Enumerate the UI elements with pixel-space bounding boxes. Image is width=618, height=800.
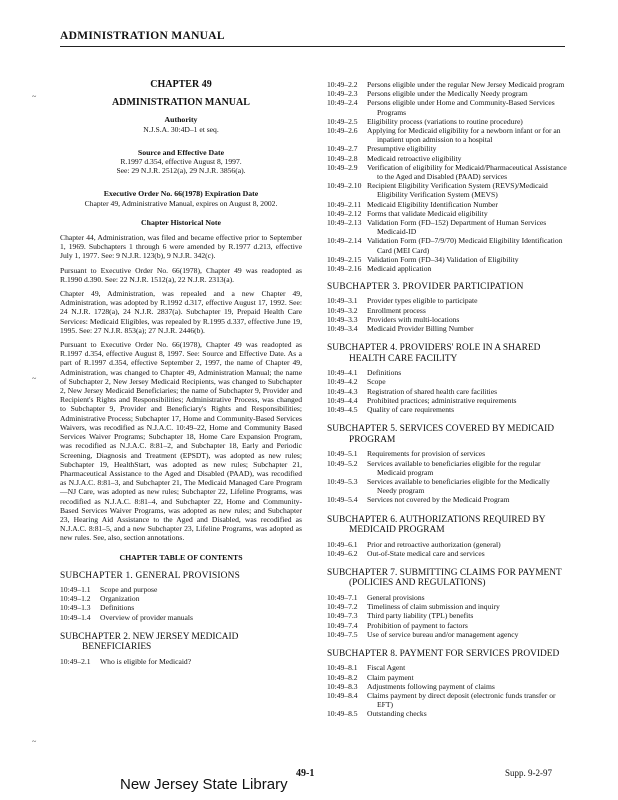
subchapter-3-heading: SUBCHAPTER 3. PROVIDER PARTICIPATION: [327, 282, 524, 293]
toc-entry: 10:49–2.9 Verification of eligibility for Medicaid/Pharmaceutical Assistance to the Aged and Disabled (PAAD) services: [327, 162, 567, 182]
subchapter-5-heading: SUBCHAPTER 5. SERVICES COVERED BY MEDICAID PROGRAM: [327, 424, 555, 445]
source-line-1: R.1997 d.354, effective August 8, 1997.: [120, 157, 242, 167]
toc-entry: 10:49–1.2 Organization: [60, 594, 140, 604]
eo-text: Chapter 49, Administrative Manual, expires on August 8, 2002.: [84, 198, 278, 208]
subchapter-2-continued: [327, 80, 567, 273]
toc-entry: 10:49–2.11 Medicaid Eligibility Identification Number: [327, 199, 498, 209]
subchapter-8-heading: SUBCHAPTER 8. PAYMENT FOR SERVICES PROVIDED: [327, 648, 560, 659]
toc-entry: 10:49–8.3 Adjustments following payment of claims: [327, 681, 495, 691]
toc-entry: 10:49–4.5 Quality of care requirements: [327, 405, 455, 415]
toc-entry: 10:49–1.1 Scope and purpose: [60, 584, 158, 594]
source-line-2: See: 29 N.J.R. 2512(a), 29 N.J.R. 3856(a).: [116, 166, 246, 176]
toc-entry: 10:49–2.3 Persons eligible under the Medically Needy program: [327, 89, 528, 99]
toc-entry: 10:49–1.3 Definitions: [60, 603, 135, 613]
toc-entry: 10:49–2.16 Medicaid application: [327, 264, 432, 274]
toc-entry: 10:49–5.1 Requirements for provision of services: [327, 449, 486, 459]
toc-entry: 10:49–2.5 Eligibility process (variations to routine procedure): [327, 116, 523, 126]
toc-entry: 10:49–8.5 Outstanding checks: [327, 709, 427, 719]
toc-entry: 10:49–2.10 Recipient Eligibility Verification System (REVS)/Medicaid Eligibility Verification System (MEVS): [327, 181, 548, 200]
toc-entry: 10:49–8.4 Claims payment by direct deposit (electronic funds transfer or EFT): [327, 691, 556, 710]
subchapter-1-heading: SUBCHAPTER 1. GENERAL PROVISIONS: [60, 570, 241, 581]
toc-entry: 10:49–3.1 Provider types eligible to participate: [327, 296, 478, 306]
source-heading: Source and Effective Date: [137, 147, 225, 157]
history-heading: Chapter Historical Note: [141, 217, 221, 227]
margin-mark: ~: [32, 737, 37, 746]
chapter-number: CHAPTER 49: [150, 79, 212, 90]
header-rule: [60, 46, 565, 47]
toc-entry: 10:49–4.2 Scope: [327, 377, 386, 387]
history-paragraph: Pursuant to Executive Order No. 66(1978), Chapter 49 was readopted as R.1990 d.390. See: 22 N.J.R. 1512(a), 22 N.J.R. 2313(a).: [60, 265, 302, 284]
subchapter-1-list: [60, 585, 302, 622]
chapter-title: ADMINISTRATION MANUAL: [112, 97, 250, 109]
authority-text: N.J.S.A. 30:4D–1 et seq.: [143, 124, 219, 134]
toc-entry: 10:49–2.12 Forms that validate Medicaid eligibility: [327, 208, 488, 218]
toc-entry: 10:49–7.3 Third party liability (TPL) benefits: [327, 611, 474, 621]
toc-entry: 10:49–8.2 Claim payment: [327, 672, 414, 682]
toc-entry: 10:49–2.8 Medicaid retroactive eligibility: [327, 153, 462, 163]
running-header: ADMINISTRATION MANUAL: [60, 30, 225, 42]
toc-entry: 10:49–3.2 Enrollment process: [327, 305, 426, 315]
toc-entry: 10:49–7.4 Prohibition of payment to factors: [327, 620, 468, 630]
history-paragraph: Pursuant to Executive Order No. 66(1978), Chapter 49 was readopted as R.1997 d.354, effective August 8, 1997. See: Source and Effective Date. As a part of R.1997 d.354, effective September 2, 1997, the name of Chapter 49, Administration, was changed to Chapter 49, Administration Manual; the name of Subchapter 2, New Jersey Medicaid Recipients, was changed to Subchapter 2, New Jersey Medicaid Beneficiaries; the name of Subchapter 9, Provider and Recipient's Rights and Responsibilities; Administrative Process, was changed to Subchapter 9, Provider and Beneficiary's Rights and Responsibilities; Administrative Process; Subchapter 17, Home and Community-Based Services Waivers, was recodified as N.J.A.C. 10:49–22, Home and Community Based Services Waiver Programs; Subchapter 18, Home Care Expansion Program, was recodified as N.J.A.C. 8:81–2, and Subchapter 18, Early and Periodic Screening, Diagnosis and Treatment (EPSDT), was adopted as new rules; Subchapter 19, HealthStart, was adopted as new rules; Subchapter 21, Pharmaceutical Assistance to the Aged and Disabled (PAAD), was recodified as N.J.A.C. 8:81–3, and Subchapter 21, The Medicaid Managed Care Program—NJ Care, was adopted as new rules; Subchapter 22, Lifeline Programs, was recodified as N.J.A.C. 8:81–4, and Subchapter 22, Home and Community-Based Services Waiver Programs, was adopted as new rules; and Subchapter 23, Hearing Aid Assistance to the Aged and Disabled, was recodified as N.J.A.C. 8:81–5, and a new Subchapter 23, Lifeline Programs, was adopted as new rules. See, also, section annotations.: [60, 340, 302, 543]
left-column: [60, 80, 302, 666]
toc-entry: 10:49–2.4 Persons eligible under Home and Community-Based Services Programs: [327, 98, 555, 117]
history-paragraph: Chapter 49, Administration, was repealed and a new Chapter 49, Administration, was adopted by R.1992 d.317, effective August 17, 1992. See: 24 N.J.R. 1728(a), 24 N.J.R. 2837(a). Subchapter 19, Prepaid Health Care Services: Medicaid Eligibles, was repealed by R.1995 d.337, effective June 19, 1995. See: 27 N.J.R. 853(a); 27 N.J.R. 2446(b).: [60, 289, 302, 335]
toc-entry: 10:49–5.4 Services not covered by the Medicaid Program: [327, 495, 510, 505]
toc-entry: 10:49–2.14 Validation Form (FD–7/9/70) Medicaid Eligibility Identification Card (MEI Card): [327, 236, 563, 255]
toc-entry: 10:49–1.4 Overview of provider manuals: [60, 612, 193, 622]
toc-entry: 10:49–7.1 General provisions: [327, 592, 425, 602]
subchapter-4-heading: SUBCHAPTER 4. PROVIDERS' ROLE IN A SHARED HEALTH CARE FACILITY: [327, 343, 541, 364]
page-number: 49-1: [296, 768, 315, 779]
toc-entry: 10:49–6.2 Out-of-State medical care and services: [327, 548, 485, 558]
toc-entry: 10:49–7.2 Timeliness of claim submission and inquiry: [327, 602, 500, 612]
toc-heading: CHAPTER TABLE OF CONTENTS: [119, 552, 243, 562]
toc-entry: 10:49–2.1 Who is eligible for Medicaid?: [60, 656, 192, 666]
toc-entry: 10:49–8.1 Fiscal Agent: [327, 663, 406, 673]
eo-heading: Executive Order No. 66(1978) Expiration Date: [103, 189, 259, 199]
library-stamp: New Jersey State Library: [120, 776, 288, 793]
toc-entry: 10:49–3.3 Providers with multi-locations: [327, 314, 460, 324]
toc-entry: 10:49–3.4 Medicaid Provider Billing Number: [327, 324, 474, 334]
supplement-date: Supp. 9-2-97: [505, 768, 552, 778]
toc-entry: 10:49–2.15 Validation Form (FD–34) Validation of Eligibility: [327, 254, 519, 264]
toc-entry: 10:49–4.4 Prohibited practices; administrative requirements: [327, 395, 517, 405]
subchapter-6-heading: SUBCHAPTER 6. AUTHORIZATIONS REQUIRED BY MEDICAID PROGRAM: [327, 514, 546, 536]
toc-entry: 10:49–6.1 Prior and retroactive authorization (general): [327, 539, 501, 549]
subchapter-2-heading: SUBCHAPTER 2. NEW JERSEY MEDICAID BENEFICIARIES: [60, 631, 239, 653]
toc-entry: 10:49–7.5 Use of service bureau and/or management agency: [327, 629, 519, 639]
margin-mark: ~: [32, 92, 37, 101]
subchapter-7-heading: SUBCHAPTER 7. SUBMITTING CLAIMS FOR PAYMENT (POLICIES AND REGULATIONS): [327, 567, 562, 589]
toc-entry: 10:49–5.3 Services available to beneficiaries eligible for the Medically Needy program: [327, 476, 550, 496]
toc-entry: 10:49–4.1 Definitions: [327, 368, 402, 378]
right-column: [327, 80, 567, 719]
toc-entry: 10:49–2.2 Persons eligible under the regular New Jersey Medicaid program: [327, 80, 565, 89]
toc-entry: 10:49–2.6 Applying for Medicaid eligibility for a newborn infant or for an inpatient upon admission to a hospital: [327, 126, 561, 145]
toc-entry: 10:49–2.7 Presumptive eligibility: [327, 144, 437, 154]
toc-entry: 10:49–4.3 Registration of shared health care facilities: [327, 386, 498, 396]
toc-entry: 10:49–5.2 Services available to beneficiaries eligible for the regular Medicaid program: [327, 458, 541, 477]
margin-mark: ~: [32, 374, 37, 383]
history-paragraph: Chapter 44, Administration, was filed and became effective prior to September 1, 1969. Subchapters 1 through 6 were amended by R.1977 d.213, effective July 1, 1977. See: 9 N.J.R. 123(b), 9 N.J.R. 342(c).: [60, 233, 302, 261]
authority-heading: Authority: [164, 115, 198, 125]
toc-entry: 10:49–2.13 Validation Form (FD–152) Department of Human Services Medicaid-ID: [327, 218, 547, 237]
